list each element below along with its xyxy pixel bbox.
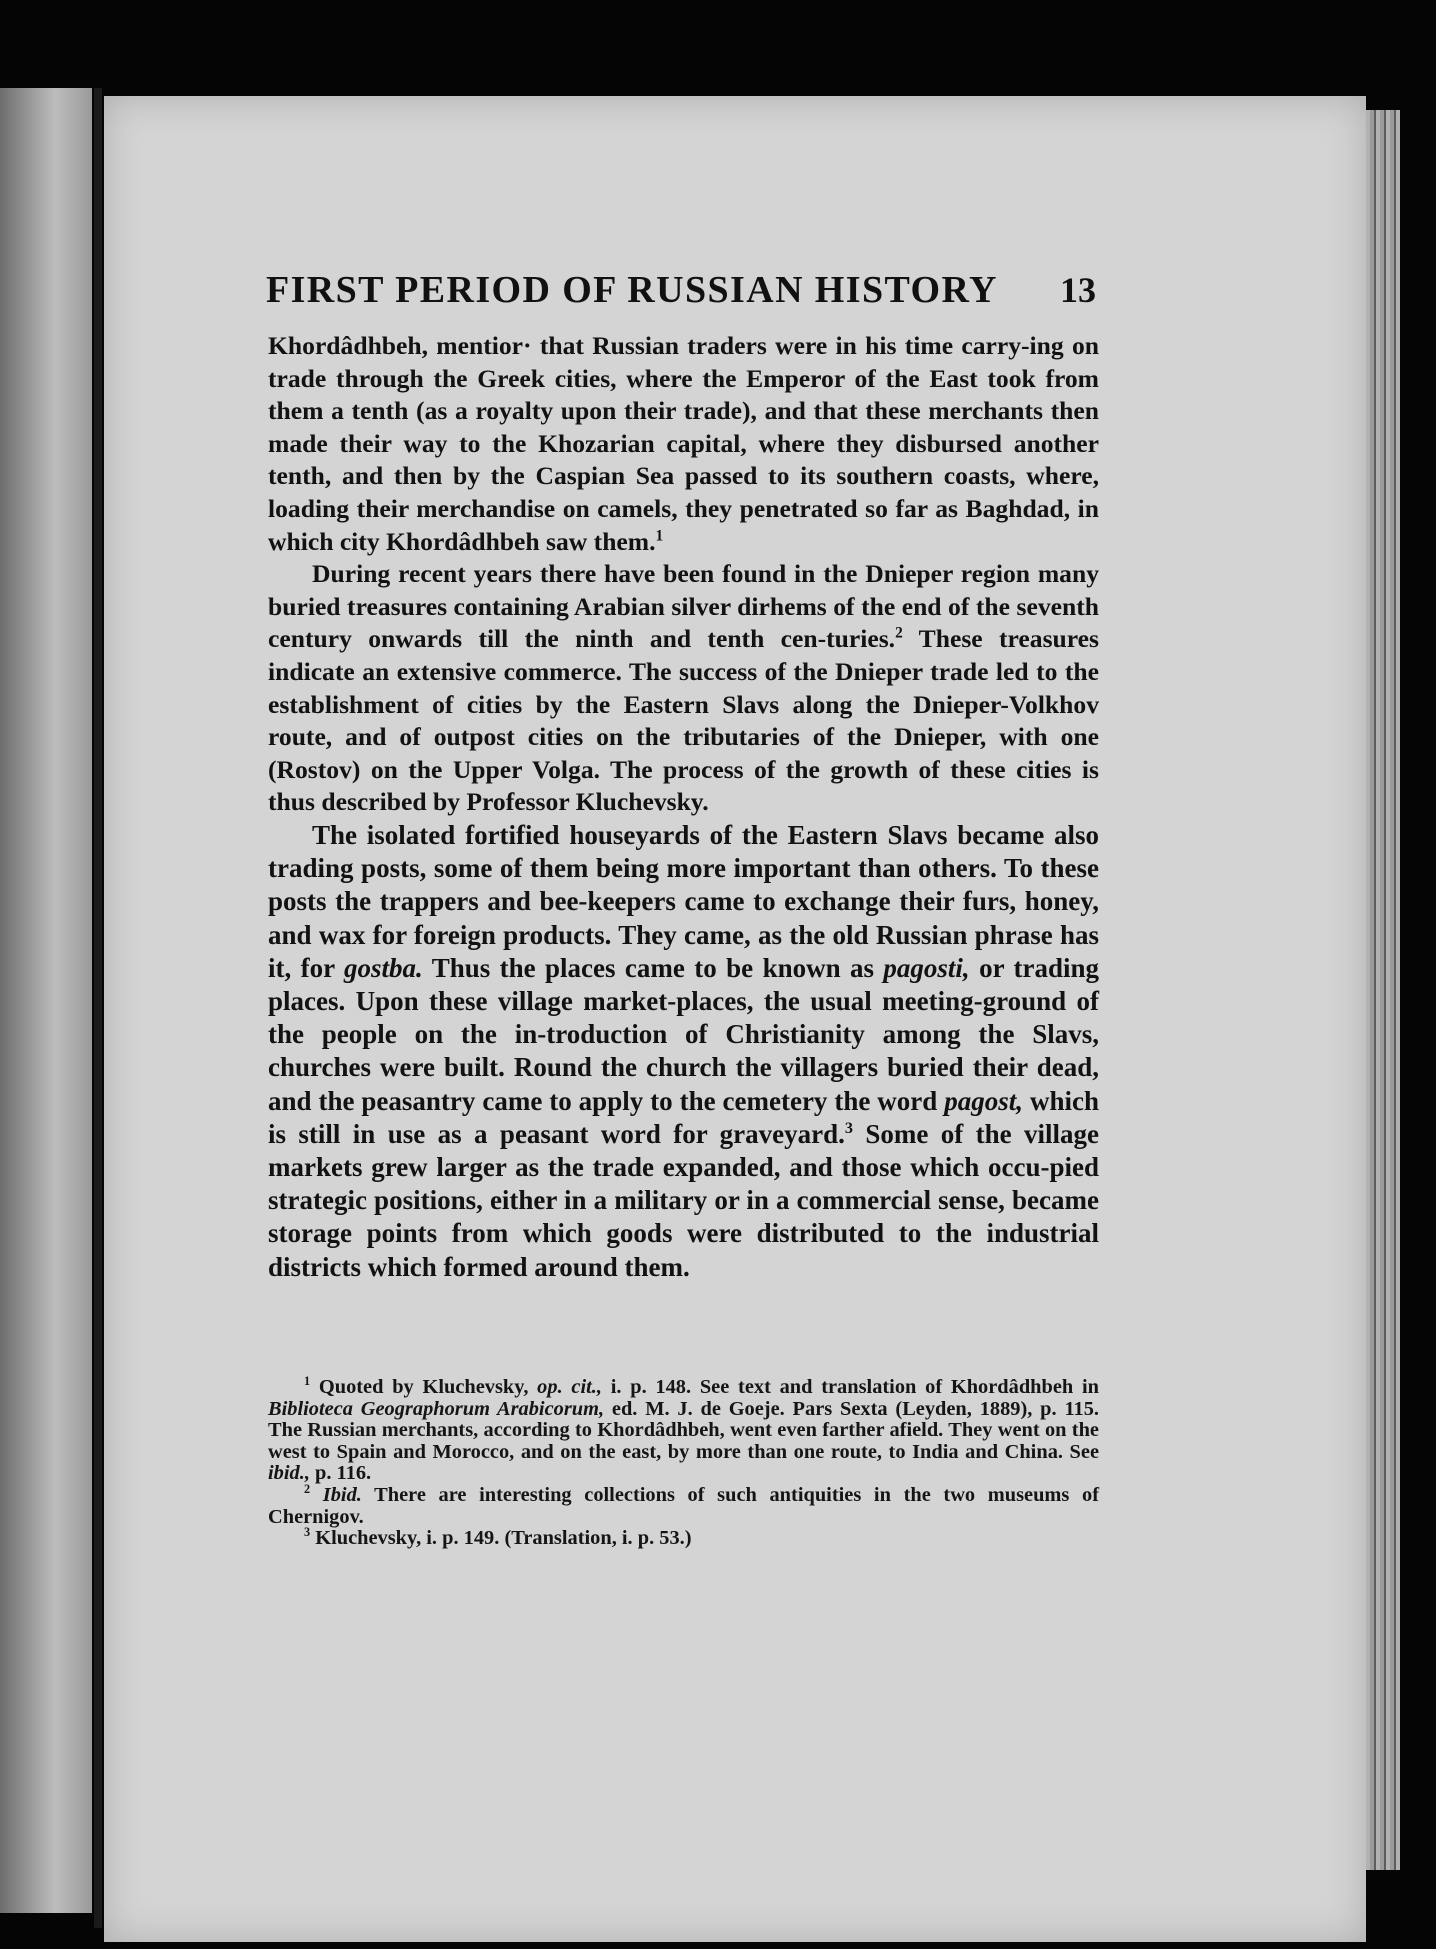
term-gostba: gostba. <box>344 952 423 983</box>
page-number: 13 <box>1060 270 1096 310</box>
footnote-1-text-c: ed. M. J. de Goeje. Pars Sexta (Leyden, 1889), p. 115. The Russian merchants, according to Khordâdhbeh, went even farther afield. They went on the west to Spain and Morocco, and on the east, by more than one route, to India and China. See <box>268 1397 1099 1463</box>
paragraph-3-text-c: or trading places. Upon these village market-places, the usual meeting-ground of the people on the in-troduction of Christianity among the Slavs, churches were built. Round the church the villagers buried their dead, and the peasantry came to apply to the cemetery the word <box>268 952 1099 1116</box>
paragraph-2-text-b: These treasures indicate an extensive commerce. The success of the Dnieper trade led to the establishment of cities by the Eastern Slavs along the Dnieper-Volkhov route, and of outpost cities on the tributaries of the Dnieper, with one (Rostov) on the Upper Volga. The process of the growth of these cities is thus described by Professor Kluchevsky. <box>268 624 1100 817</box>
footnote-3 <box>268 1525 1099 1550</box>
running-title: FIRST PERIOD OF RUSSIAN HISTORY <box>266 269 998 311</box>
footnote-ref-2: 2 <box>895 624 903 642</box>
footnote-1-text-d: p. 116. <box>309 1462 372 1485</box>
footnote-ref-3: 3 <box>844 1118 853 1137</box>
running-head <box>266 268 1096 312</box>
footnote-2-marker: 2 <box>304 1482 311 1497</box>
footnote-1-marker: 1 <box>304 1374 311 1389</box>
page-stack-edge <box>1360 110 1400 1870</box>
footnote-1-work-title: Biblioteca Geographorum Arabicorum, <box>268 1397 605 1420</box>
footnote-2-ibid: Ibid. <box>322 1483 362 1506</box>
footnote-1 <box>268 1374 1099 1485</box>
footnote-2-text: There are interesting collections of such antiquities in the two museums of Chernigov. <box>268 1483 1099 1528</box>
footnote-ref-1: 1 <box>655 527 664 545</box>
footnote-3-marker: 3 <box>304 1525 311 1540</box>
paragraph-3-text-b: Thus the places came to be known as <box>422 952 884 983</box>
term-pagost: pagost, <box>944 1085 1024 1116</box>
term-pagosti: pagosti, <box>883 952 970 983</box>
body-text <box>268 330 1099 1284</box>
footnote-1-opcit: op. cit., <box>537 1376 602 1398</box>
paragraph-3-text-d: which is still in use as a peasant word for graveyard. <box>268 1085 1099 1149</box>
facing-page-edge <box>0 88 92 1913</box>
paragraph-2-text-a: During recent years there have been found in the Dnieper region many buried treasures containing Arabian silver dirhems of the end of the seventh century onwards till the ninth and tenth cen-turies. <box>268 559 1099 654</box>
paragraph-2 <box>268 558 1099 819</box>
paragraph-3-text-a: The isolated fortified houseyards of the Eastern Slavs became also trading posts, some of them being more important than others. To these posts the trappers and bee-keepers came to exchange their furs, honey, and wax for foreign products. They came, as the old Russian phrase has it, for <box>268 819 1099 983</box>
paragraph-3 <box>268 819 1099 1284</box>
footnote-1-text-a: Quoted by Kluchevsky, <box>310 1376 538 1398</box>
footnote-1-text-b: i. p. 148. See text and translation of Khordâdhbeh in <box>601 1376 1099 1398</box>
footnotes <box>268 1374 1099 1550</box>
paragraph-3-text-e: Some of the village markets grew larger as the trade expanded, and those which occu-pied strategic positions, either in a military or in a commercial sense, became storage points from which goods were distributed to the industrial districts which formed around them. <box>268 1118 1099 1282</box>
paragraph-1 <box>268 330 1099 558</box>
footnote-1-ibid: ibid., <box>268 1462 310 1485</box>
paragraph-1-text: Khordâdhbeh, mentior· that Russian traders were in his time carry-ing on trade through the Greek cities, where the Emperor of the East took from them a tenth (as a royalty upon their trade), and that these merchants then made their way to the Khozarian capital, where they disbursed another tenth, and then by the Caspian Sea passed to its southern coasts, where, loading their merchandise on camels, they penetrated so far as Baghdad, in which city Khordâdhbeh saw them. <box>268 331 1099 556</box>
footnote-2 <box>268 1482 1099 1528</box>
footnote-3-text: Kluchevsky, i. p. 149. (Translation, i. p. 53.) <box>310 1527 692 1550</box>
book-gutter <box>94 88 102 1928</box>
